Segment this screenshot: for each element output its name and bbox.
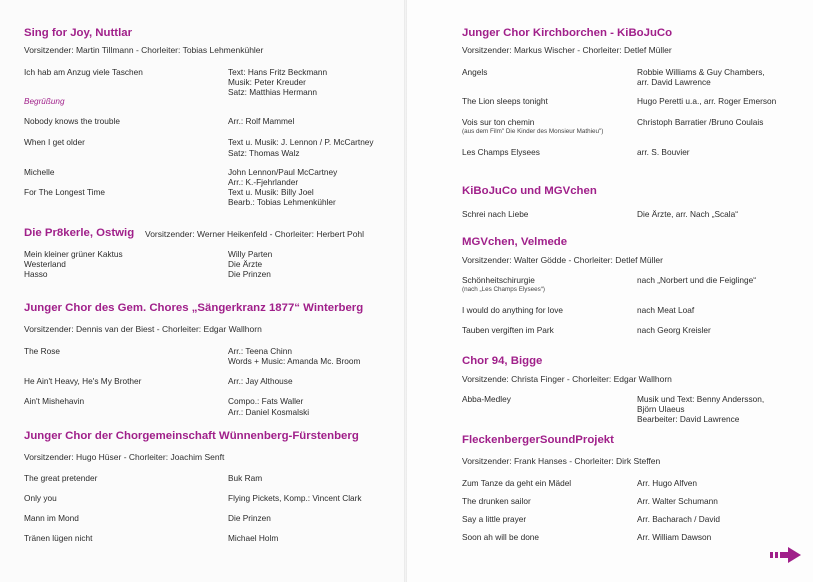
song-title: Schrei nach Liebe <box>462 209 529 219</box>
song-credit: Arr.: Rolf Mammel <box>228 116 295 126</box>
song-credit: Arr. Walter Schumann <box>637 496 718 506</box>
song-title: The Rose <box>24 346 60 356</box>
song-title: Tränen lügen nicht <box>24 533 93 543</box>
song-title: Westerland <box>24 259 66 269</box>
song-title: He Ain't Heavy, He's My Brother <box>24 376 142 386</box>
song-title: When I get older <box>24 137 85 147</box>
section-officers: Vorsitzender: Dennis van der Biest - Chorleiter: Edgar Wallhorn <box>24 324 262 334</box>
song-title: The great pretender <box>24 473 98 483</box>
song-title: Michelle <box>24 167 55 177</box>
song-credit: Björn Ulaeus <box>637 404 685 414</box>
song-credit: Arr. William Dawson <box>637 532 712 542</box>
section-heading: Junger Chor des Gem. Chores „Sängerkranz 1877“ Winterberg <box>24 302 364 314</box>
song-title: The drunken sailor <box>462 496 531 506</box>
section-officers: Vorsitzender: Frank Hanses - Chorleiter: Dirk Steffen <box>462 456 661 466</box>
song-credit: Arr.: K.-Fjehrlander <box>228 177 299 187</box>
song-title: Tauben vergiften im Park <box>462 325 554 335</box>
song-credit: Bearbeiter: David Lawrence <box>637 414 740 424</box>
section-heading: Sing for Joy, Nuttlar <box>24 27 133 39</box>
song-title: Say a little prayer <box>462 514 527 524</box>
song-credit: arr. David Lawrence <box>637 77 711 87</box>
page-fold <box>404 0 407 582</box>
section-officers: Vorsitzender: Werner Heikenfeld - Chorleiter: Herbert Pohl <box>145 229 365 239</box>
song-credit: Musik und Text: Benny Andersson, <box>637 394 765 404</box>
song-credit: Arr.: Daniel Kosmalski <box>228 407 310 417</box>
song-credit: Bearb.: Tobias Lehmenkühler <box>228 197 336 207</box>
song-credit: Words + Music: Amanda Mc. Broom <box>228 356 361 366</box>
song-credit: Willy Parten <box>228 249 273 259</box>
section-heading: Die Pr8kerle, Ostwig <box>24 227 135 239</box>
song-title: For The Longest Time <box>24 187 106 197</box>
right-arrow-icon[interactable] <box>770 546 802 564</box>
song-title: Angels <box>462 67 488 77</box>
song-credit: Satz: Matthias Hermann <box>228 87 317 97</box>
song-credit: Robbie Williams & Guy Chambers, <box>637 67 765 77</box>
song-credit: Compo.: Fats Waller <box>228 396 304 406</box>
song-title: Les Champs Elysees <box>462 147 540 157</box>
song-title: Only you <box>24 493 57 503</box>
section-heading: MGVchen, Velmede <box>462 236 568 248</box>
song-title: I would do anything for love <box>462 305 564 315</box>
song-title: Mann im Mond <box>24 513 79 523</box>
song-credit: Buk Ram <box>228 473 263 483</box>
song-credit: Hugo Peretti u.a., arr. Roger Emerson <box>637 96 777 106</box>
section-officers: Vorsitzender: Martin Tillmann - Chorleiter: Tobias Lehmenkühler <box>24 45 264 55</box>
song-credit: nach Georg Kreisler <box>637 325 711 335</box>
song-title: Vois sur ton chemin <box>462 117 535 127</box>
song-credit: Flying Pickets, Komp.: Vincent Clark <box>228 493 362 503</box>
song-credit: Satz: Thomas Walz <box>228 148 300 158</box>
song-credit: nach „Norbert und die Feiglinge“ <box>637 275 756 285</box>
song-note: (aus dem Film" Die Kinder des Monsieur Mathieu") <box>462 128 604 135</box>
section-officers: Vorsitzender: Walter Gödde - Chorleiter: Detlef Müller <box>462 255 663 265</box>
song-title: Ich hab am Anzug viele Taschen <box>24 67 143 77</box>
song-credit: Die Ärzte <box>228 259 263 269</box>
song-title: Nobody knows the trouble <box>24 116 120 126</box>
song-title: The Lion sleeps tonight <box>462 96 548 106</box>
section-heading: KiBoJuCo und MGVchen <box>462 185 597 197</box>
song-credit: Die Prinzen <box>228 513 271 523</box>
section-officers: Vorsitzender: Markus Wischer - Chorleiter: Detlef Müller <box>462 45 672 55</box>
song-title: Soon ah will be done <box>462 532 540 542</box>
section-heading: FleckenbergerSoundProjekt <box>462 434 614 446</box>
song-title: Mein kleiner grüner Kaktus <box>24 249 123 259</box>
song-credit: Text u. Musik: J. Lennon / P. McCartney <box>228 137 374 147</box>
song-note: (nach „Les Champs Elysees“) <box>462 286 545 293</box>
song-credit: Musik: Peter Kreuder <box>228 77 306 87</box>
section-officers: Vorsitzender: Hugo Hüser - Chorleiter: Joachim Senft <box>24 452 225 462</box>
section-officers: Vorsitzende: Christa Finger - Chorleiter: Edgar Wallhorn <box>462 374 672 384</box>
section-heading: Junger Chor Kirchborchen - KiBoJuCo <box>462 27 673 39</box>
programme-break-label: Begrüßung <box>24 97 65 106</box>
song-credit: nach Meat Loaf <box>637 305 695 315</box>
section-heading: Junger Chor der Chorgemeinschaft Wünnenberg-Fürstenberg <box>24 430 359 442</box>
section-heading: Chor 94, Bigge <box>462 355 543 367</box>
song-credit: Die Prinzen <box>228 269 271 279</box>
song-title: Schönheitschirurgie <box>462 275 535 285</box>
song-credit: John Lennon/Paul McCartney <box>228 167 338 177</box>
song-credit: arr. S. Bouvier <box>637 147 690 157</box>
song-credit: Die Ärzte, arr. Nach „Scala“ <box>637 209 738 219</box>
song-credit: Michael Holm <box>228 533 279 543</box>
song-credit: Text u. Musik: Billy Joel <box>228 187 314 197</box>
song-title: Ain't Mishehavin <box>24 396 85 406</box>
song-credit: Arr. Hugo Alfven <box>637 478 697 488</box>
song-title: Zum Tanze da geht ein Mädel <box>462 478 572 488</box>
song-credit: Arr.: Teena Chinn <box>228 346 292 356</box>
song-credit: Arr. Bacharach / David <box>637 514 721 524</box>
song-credit: Christoph Barratier /Bruno Coulais <box>637 117 764 127</box>
song-credit: Text: Hans Fritz Beckmann <box>228 67 328 77</box>
song-title: Abba-Medley <box>462 394 511 404</box>
song-credit: Arr.: Jay Althouse <box>228 376 293 386</box>
song-title: Hasso <box>24 269 48 279</box>
